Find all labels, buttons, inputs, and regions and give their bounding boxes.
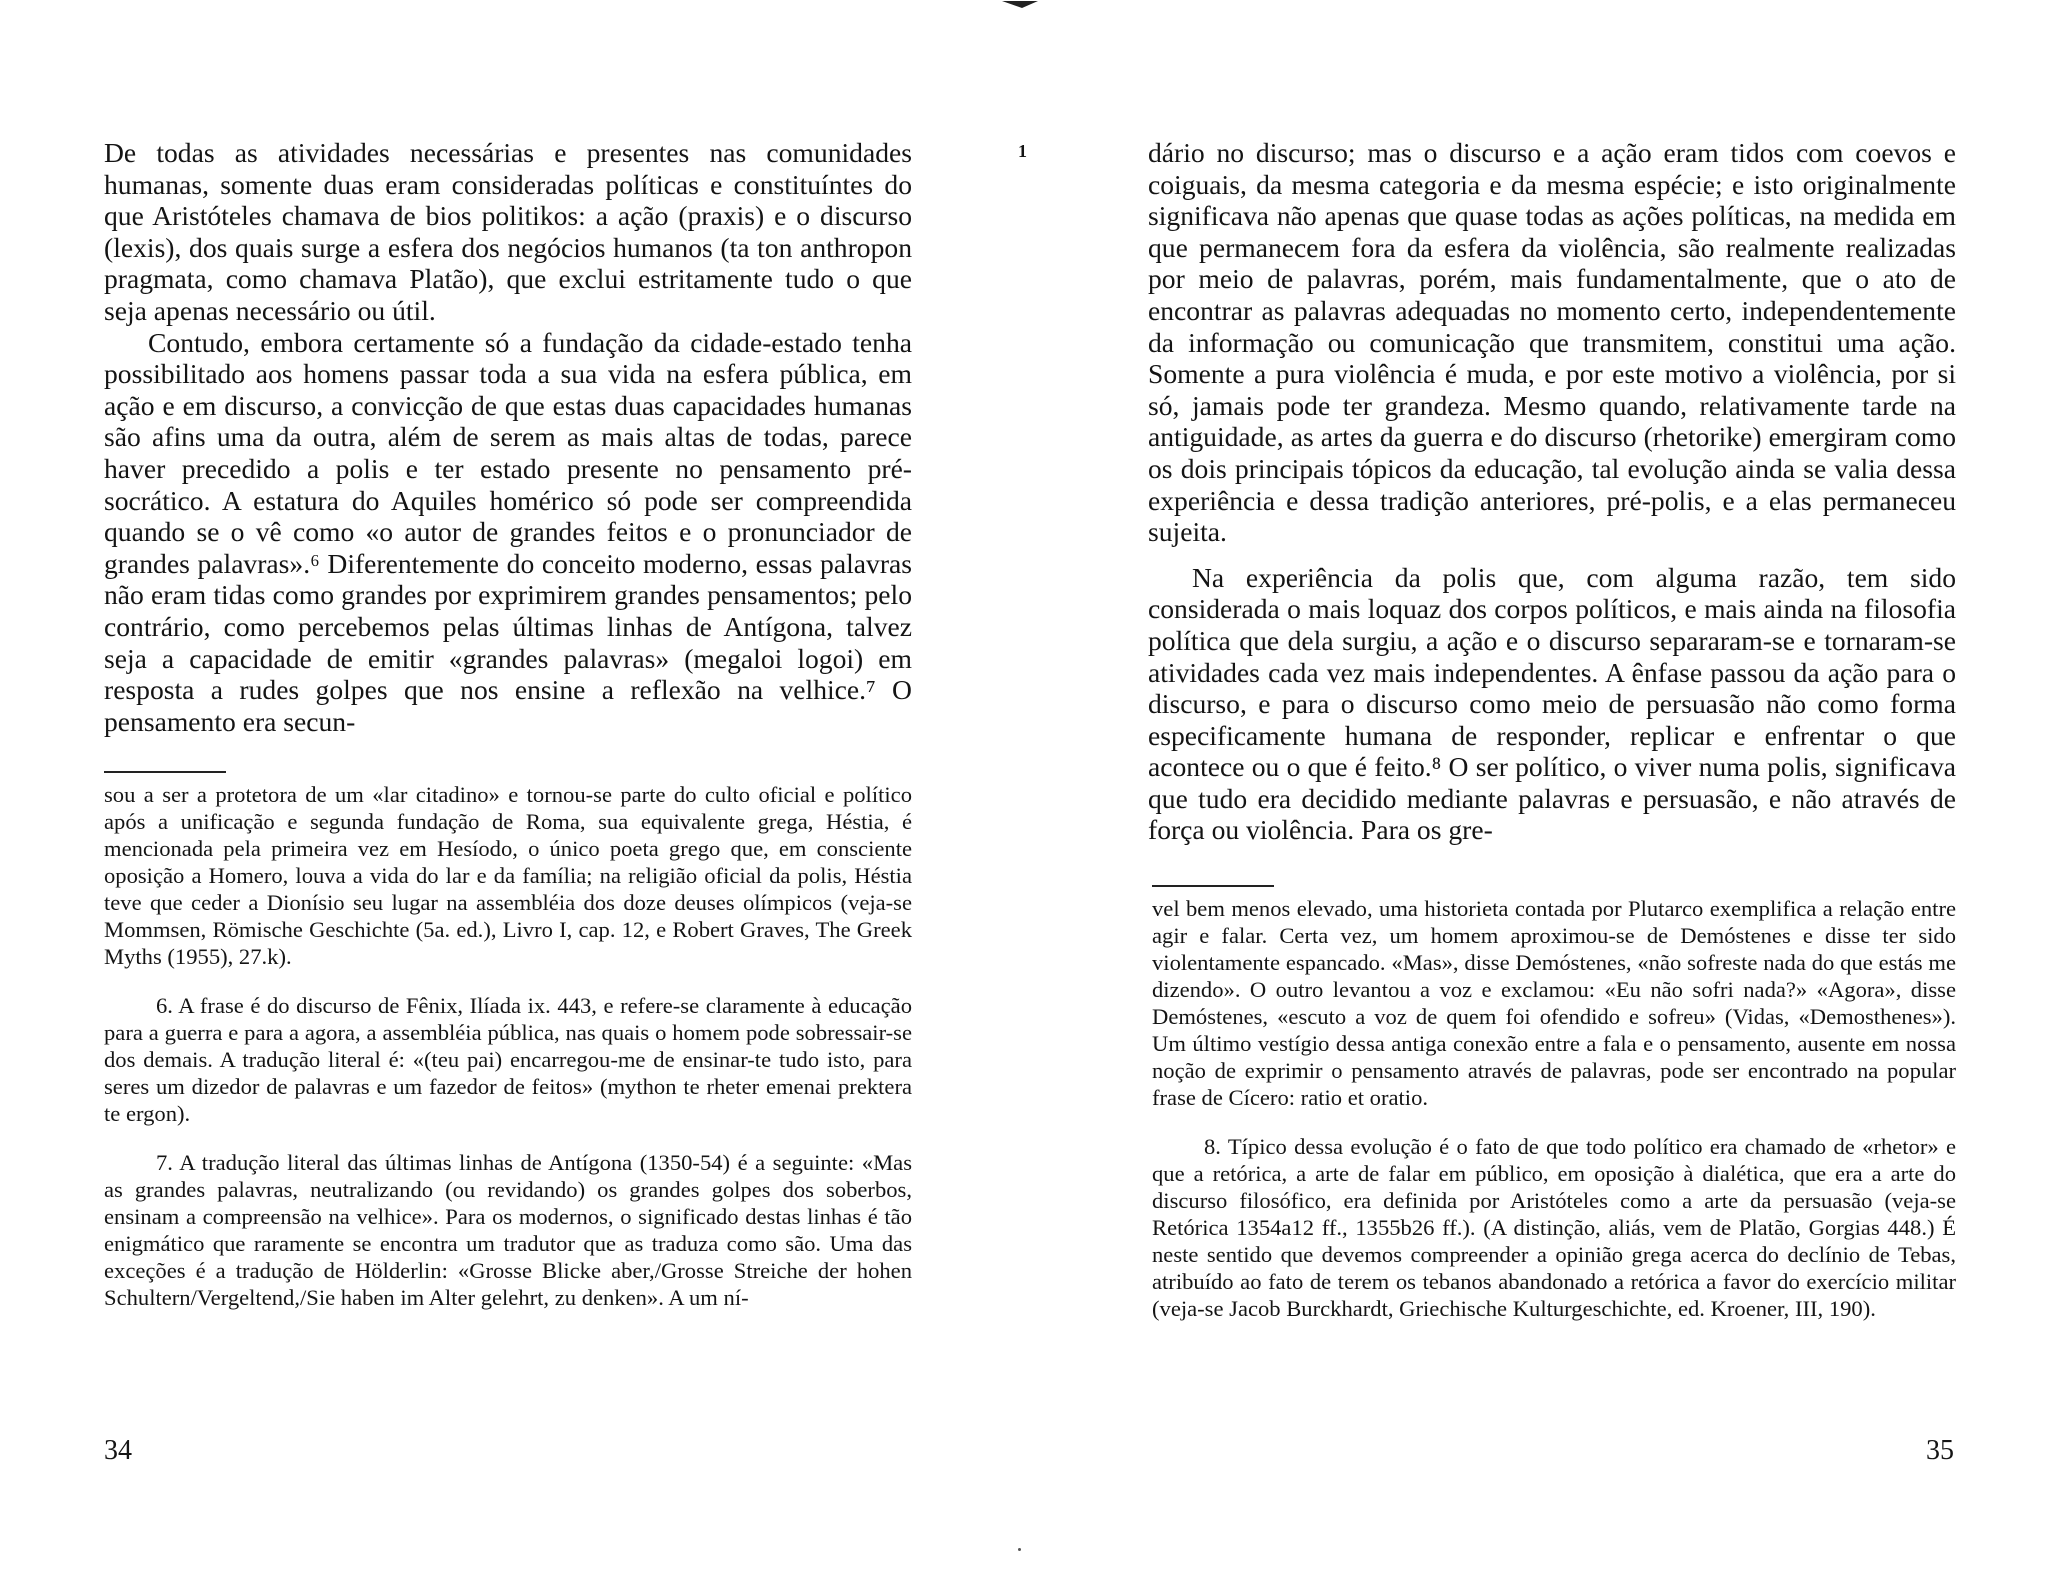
footnote-continuation: vel bem menos elevado, uma historieta contada por Plutarco exemplifica a relação entre agir e falar. Certa vez, um homem aproximou-se de Demóstenes e disse ter sido violentamente espancado. «Mas», disse Demóstenes, «não sofreste nada do que estás me dizendo». O outro levantou a voz e exclamou: «Eu não sofri nada?» «Agora», disse Demóstenes, «escuto a voz de quem foi ofendido e sofreu» (Vidas, «Demosthenes»). Um último vestígio dessa antiga conexão entre a fala e o pensamento, ausente em nossa noção de exprimir o pensamento através de palavras, pode ser encontrado na popular frase de Cícero: ratio et oratio. bbox=[1152, 896, 1956, 1110]
left-main-text bbox=[104, 137, 912, 737]
left-paragraph-1: De todas as atividades necessárias e presentes nas comunidades humanas, somente duas eram consideradas políticas e constituíntes do que Aristóteles chamava de bios politikos: a ação (praxis) e o discurso (lexis), dos quais surge a esfera dos negócios humanos (ta ton anthropon pragmata, como chamava Platão), que exclui estritamente tudo o que seja apenas necessário ou útil. bbox=[104, 137, 912, 326]
right-paragraph-1: dário no discurso; mas o discurso e a ação eram tidos com coevos e coiguais, da mesma categoria e da mesma espécie; e isto originalmente significava não apenas que quase todas as ações políticas, na medida em que permanecem fora da esfera da violência, são realmente realizadas por meio de palavras, porém, mais fundamentalmente, que o ato de encontrar as palavras adequadas no momento certo, independentemente da informação ou comunicação que transmitem, constitui uma ação. Somente a pura violência é muda, e por este motivo a violência, por si só, jamais pode ter grandeza. Mesmo quando, relativamente tarde na antiguidade, as artes da guerra e do discurso (rhetorike) emergiram como os dois principais tópicos da educação, tal evolução ainda se valia dessa experiência e dessa tradição anteriores, pré-polis, e a elas permaneceu sujeita. bbox=[1148, 137, 1956, 548]
scan-speck bbox=[1018, 1548, 1021, 1551]
page-number-left: 34 bbox=[104, 1435, 132, 1466]
left-footnotes bbox=[104, 781, 912, 1311]
right-main-text bbox=[1148, 137, 1956, 846]
footnote-continuation: sou a ser a protetora de um «lar citadino» e tornou-se parte do culto oficial e político após a unificação e segunda fundação de Roma, sua equivalente grega, Héstia, é mencionada pela primeira vez em Hesíodo, o único poeta grego que, em consciente oposição a Homero, louva a vida do lar e da família; na religião oficial da polis, Héstia teve que ceder a Dionísio seu lugar na assembléia dos doze deuses olímpicos (veja-se Mommsen, Römische Geschichte (5a. ed.), Livro I, cap. 12, e Robert Graves, The Greek Myths (1955), 27.k). bbox=[104, 782, 912, 969]
footnote-divider bbox=[104, 771, 226, 773]
right-paragraph-2: Na experiência da polis que, com alguma razão, tem sido considerada o mais loquaz dos corpos políticos, e mais ainda na filosofia política que dela surgiu, a ação e o discurso separaram-se e tornaram-se atividades cada vez mais independentes. A ênfase passou da ação para o discurso, e para o discurso como meio de persuasão não como forma especificamente humana de responder, replicar e enfrentar o que acontece ou o que é feito.⁸ O ser político, o viver numa polis, significava que tudo era decidido mediante palavras e persuasão, e não através de força ou violência. Para os gre- bbox=[1148, 561, 1956, 846]
left-paragraph-2: Contudo, embora certamente só a fundação da cidade-estado tenha possibilitado aos homens passar toda a sua vida na esfera pública, em ação e em discurso, a convicção de que estas duas capacidades humanas são afins uma da outra, além de serem as mais altas de todas, parece haver precedido a polis e ter estado presente no pensamento pré-socrático. A estatura do Aquiles homérico só pode ser compreendida quando se o vê como «o autor de grandes feitos e o pronunciador de grandes palavras».⁶ Diferentemente do conceito moderno, essas palavras não eram tidas como grandes por exprimirem grandes pensamentos; pelo contrário, como percebemos pelas últimas linhas de Antígona, talvez seja a capacidade de emitir «grandes palavras» (megaloi logoi) em resposta a rudes golpes que nos ensine a reflexão na velhice.⁷ O pensamento era secun- bbox=[104, 326, 912, 737]
footnote-divider bbox=[1152, 885, 1274, 887]
page-number-right: 35 bbox=[1926, 1435, 1954, 1466]
margin-mark: 1 bbox=[1018, 141, 1027, 161]
footnote-6: 6. A frase é do discurso de Fênix, Ilíada ix. 443, e refere-se claramente à educação para a guerra e para a agora, a assembléia pública, nas quais o homem pode sobressair-se dos demais. A tradução literal é: «(teu pai) encarregou-me de ensinar-te tudo isto, para seres um dizedor de palavras e um fazedor de feitos» (mython te rheter emenai prektera te ergon). bbox=[104, 993, 912, 1126]
footnote-8: 8. Típico dessa evolução é o fato de que todo político era chamado de «rhetor» e que a retórica, a arte de falar em público, em oposição à dialética, que era a arte do discurso filosófico, era definida por Aristóteles como a arte da persuasão (veja-se Retórica 1354a12 ff., 1355b26 ff.). (A distinção, aliás, vem de Platão, Gorgias 448.) É neste sentido que devemos compreender a opinião grega acerca do declínio de Tebas, atribuído ao fato de terem os tebanos abandonado a retórica a favor do exercício militar (veja-se Jacob Burckhardt, Griechische Kulturgeschichte, ed. Kroener, III, 190). bbox=[1152, 1134, 1956, 1321]
right-footnotes bbox=[1152, 895, 1956, 1322]
footnote-7: 7. A tradução literal das últimas linhas de Antígona (1350-54) é a seguinte: «Mas as grandes palavras, neutralizando (ou revidando) os grandes golpes dos soberbos, ensinam a compreensão na velhice». Para os modernos, o significado destas linhas é tão enigmático que raramente se encontra um tradutor que as traduza como são. Uma das exceções é a tradução de Hölderlin: «Grosse Blicke aber,/Grosse Streiche der hohen Schultern/Vergeltend,/Sie haben im Alter gelehrt, zu denken». A um ní- bbox=[104, 1150, 912, 1310]
right-page bbox=[1024, 0, 2048, 1577]
